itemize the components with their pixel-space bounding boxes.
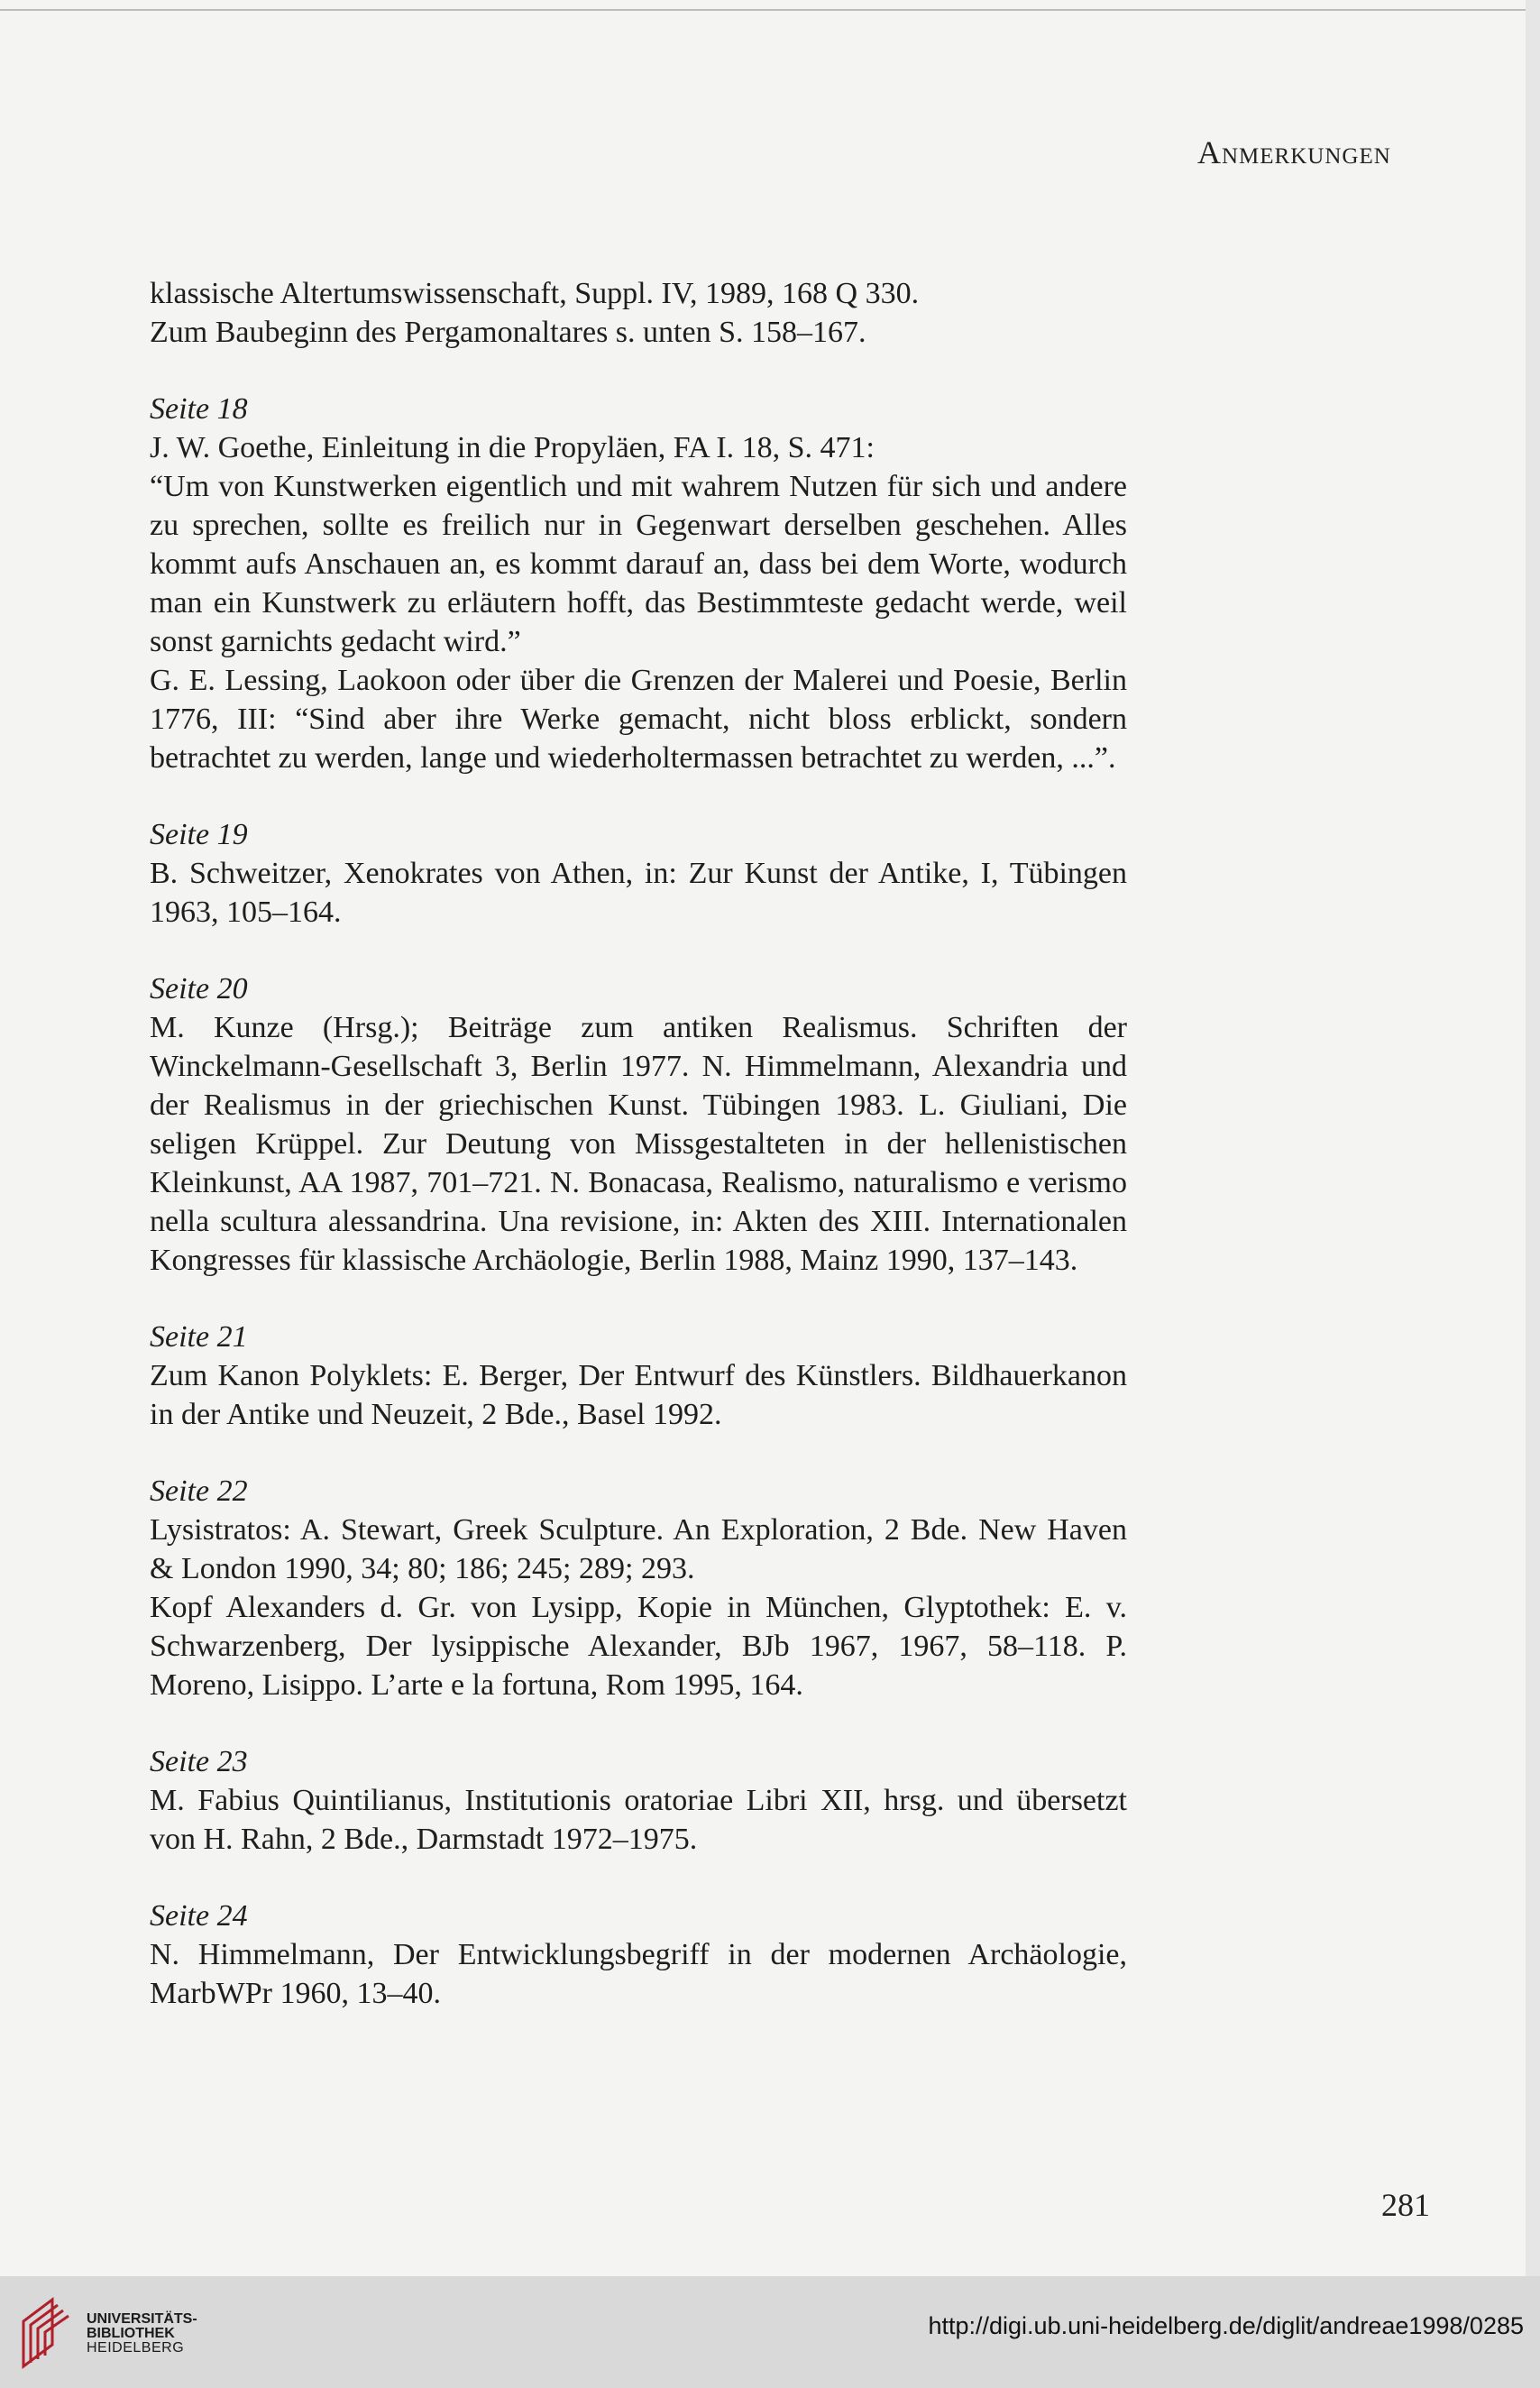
section-heading: Seite 20 — [150, 972, 248, 1006]
note-section — [150, 969, 1127, 1280]
note-paragraph: Lysistratos: A. Stewart, Greek Sculpture. An Exploration, 2 Bde. New Haven & London 1990, 34; 80; 186; 245; 289; 293. — [150, 1513, 1127, 1585]
note-section — [150, 274, 1127, 352]
note-section — [150, 1742, 1127, 1859]
note-section — [150, 815, 1127, 932]
top-rule — [0, 9, 1526, 11]
library-logo-icon — [16, 2294, 74, 2370]
note-paragraph: Zum Baubeginn des Pergamonaltares s. unten S. 158–167. — [150, 316, 866, 349]
note-paragraph: Zum Kanon Polyklets: E. Berger, Der Entwurf des Künstlers. Bildhauerkanon in der Antike und Neuzeit, 2 Bde., Basel 1992. — [150, 1359, 1127, 1431]
section-heading: Seite 23 — [150, 1745, 248, 1778]
digitization-footer — [0, 2276, 1540, 2388]
note-paragraph: “Um von Kunstwerken eigentlich und mit wahrem Nutzen für sich und andere zu sprechen, sollte es freilich nur in Gegenwart derselben geschehen. Alles kommt aufs Anschauen an, es kommt darauf an, dass bei dem Worte, wodurch man ein Kunstwerk zu erläutern hofft, das Bestimmteste gedacht werde, weil sonst garnichts gedacht wird.” — [150, 470, 1127, 658]
note-paragraph: B. Schweitzer, Xenokrates von Athen, in: Zur Kunst der Antike, I, Tübingen 1963, 105–164. — [150, 857, 1127, 929]
note-paragraph: M. Fabius Quintilianus, Institutionis oratoriae Libri XII, hrsg. und übersetzt von H. Rahn, 2 Bde., Darmstadt 1972–1975. — [150, 1784, 1127, 1856]
page-edge — [1526, 0, 1540, 2276]
running-head: Anmerkungen — [1197, 134, 1391, 170]
section-heading: Seite 21 — [150, 1320, 248, 1354]
note-paragraph: klassische Altertumswissenschaft, Suppl. IV, 1989, 168 Q 330. — [150, 277, 920, 310]
notes-body — [150, 274, 1127, 2013]
note-paragraph: M. Kunze (Hrsg.); Beiträge zum antiken Realismus. Schriften der Winckelmann-Gesellschaft 3, Berlin 1977. N. Himmelmann, Alexandria und der Realismus in der griechischen Kunst. Tübingen 1983. L. Giuliani, Die seligen Krüppel. Zur Deutung von Missgestalteten in der hellenistischen Kleinkunst, AA 1987, 701–721. N. Bonacasa, Realismo, naturalismo e verismo nella scultura alessandrina. Una revisione, in: Akten des XIII. Internationalen Kongresses für klassische Archäologie, Berlin 1988, Mainz 1990, 137–143. — [150, 1011, 1127, 1277]
note-section — [150, 1318, 1127, 1434]
section-heading: Seite 24 — [150, 1899, 248, 1933]
note-paragraph: G. E. Lessing, Laokoon oder über die Grenzen der Malerei und Poesie, Berlin 1776, III: “Sind aber ihre Werke gemacht, nicht bloss erblickt, sondern betrachtet zu werden, lange und wiederholtermassen betrachtet zu werden, ...”. — [150, 664, 1127, 775]
note-section — [150, 390, 1127, 777]
library-name: UNIVERSITÄTS- BIBLIOTHEK HEIDELBERG — [87, 2311, 197, 2356]
note-paragraph: J. W. Goethe, Einleitung in die Propyläen, FA I. 18, S. 471: — [150, 431, 875, 464]
page-number: 281 — [1381, 2187, 1430, 2223]
section-heading: Seite 19 — [150, 818, 248, 851]
note-section — [150, 1472, 1127, 1704]
section-heading: Seite 22 — [150, 1474, 248, 1508]
section-heading: Seite 18 — [150, 392, 248, 426]
note-paragraph: Kopf Alexanders d. Gr. von Lysipp, Kopie in München, Glyptothek: E. v. Schwarzenberg, Der lysippische Alexander, BJb 1967, 1967, 58–118. P. Moreno, Lisippo. L’arte e la fortuna, Rom 1995, 164. — [150, 1591, 1127, 1702]
note-section — [150, 1897, 1127, 2013]
note-paragraph: N. Himmelmann, Der Entwicklungsbegriff in der modernen Archäologie, MarbWPr 1960, 13–40. — [150, 1938, 1127, 2010]
source-url-link[interactable]: http://digi.ub.uni-heidelberg.de/diglit/andreae1998/0285 — [928, 2312, 1524, 2339]
